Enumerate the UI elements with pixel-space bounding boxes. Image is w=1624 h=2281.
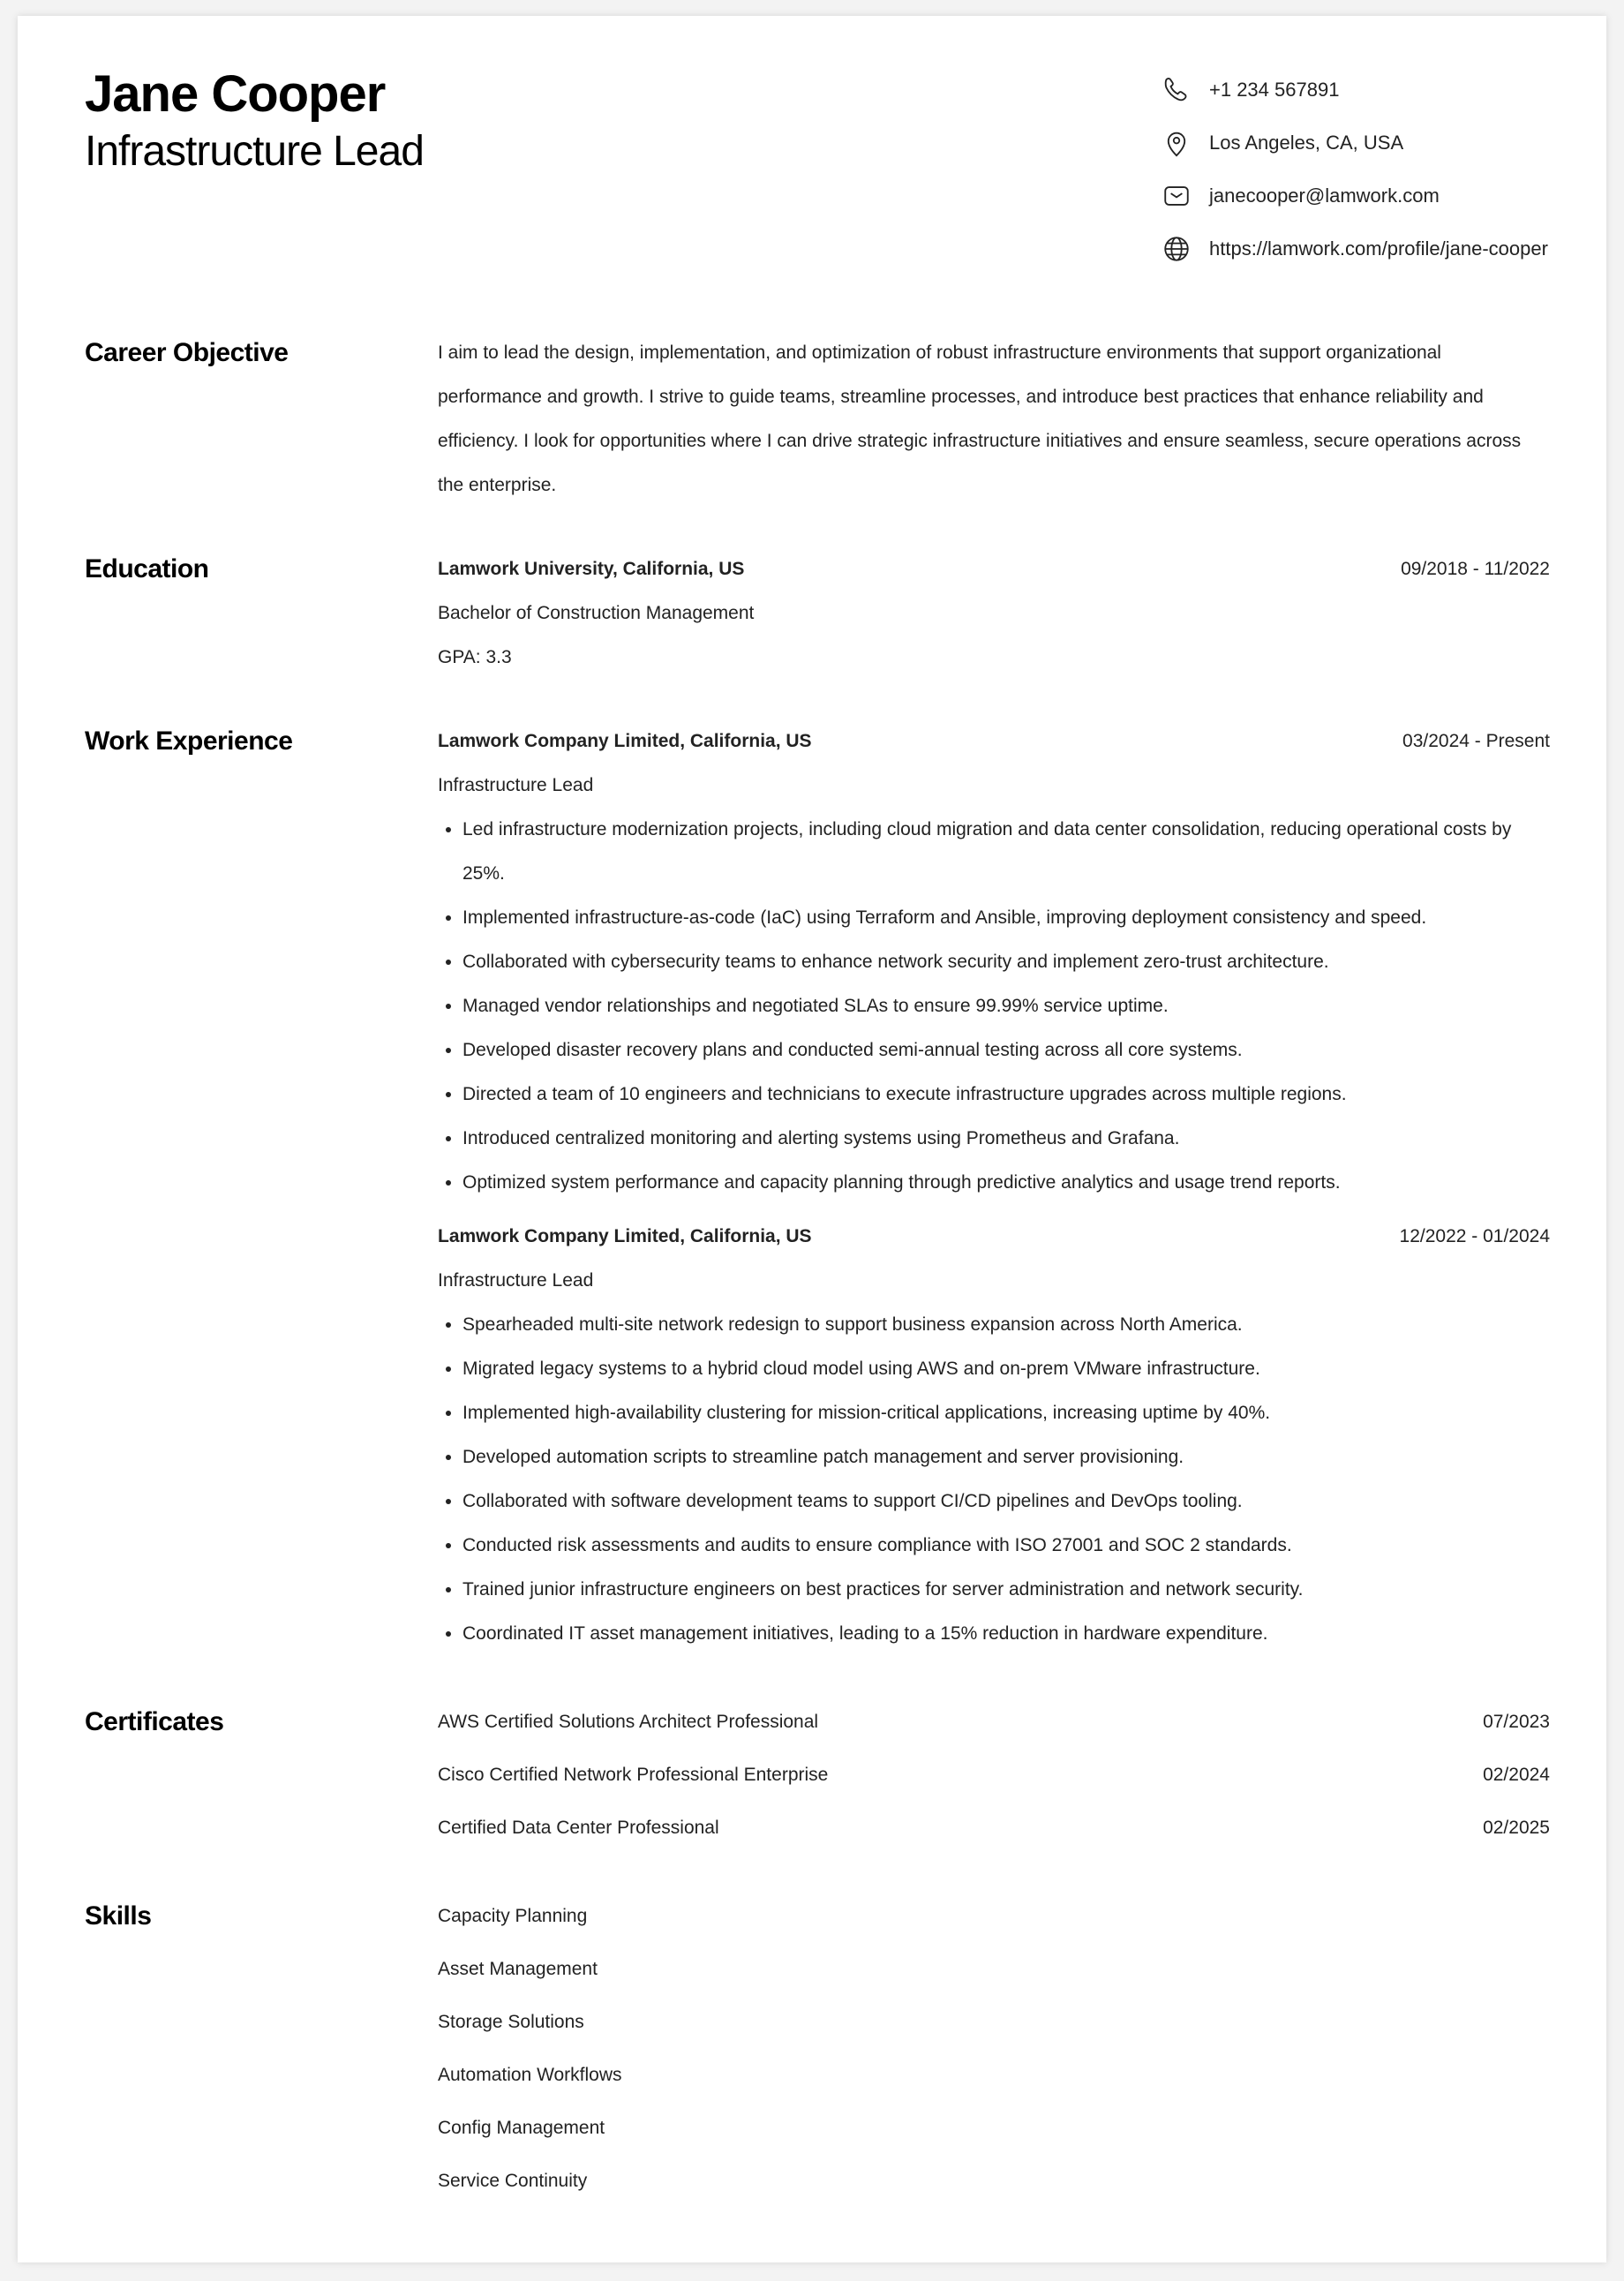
job-bullet: • Introduced centralized monitoring and alerting systems using Prometheus and Grafana. <box>462 1117 1550 1161</box>
certificate-item <box>438 1696 1550 1749</box>
company-name: Lamwork Company Limited, California, US <box>438 731 812 751</box>
job-bullets <box>438 1303 1550 1656</box>
job-bullet: • Migrated legacy systems to a hybrid cloud model using AWS and on-prem VMware infrastructure. <box>462 1347 1550 1391</box>
certificate-date: 07/2023 <box>1483 1712 1550 1732</box>
skill-item: Asset Management <box>438 1959 598 1979</box>
school-name: Lamwork University, California, US <box>438 559 745 579</box>
education-dates: 09/2018 - 11/2022 <box>1401 559 1550 579</box>
skills-section <box>85 1890 1550 2208</box>
job-bullet: • Managed vendor relationships and negotiated SLAs to ensure 99.99% service uptime. <box>462 984 1550 1028</box>
skill-item: Storage Solutions <box>438 2012 584 2032</box>
contact-website-link[interactable]: https://lamwork.com/profile/jane-cooper <box>1209 237 1548 260</box>
work-experience-section <box>85 719 1550 1656</box>
job-bullet: • Directed a team of 10 engineers and technicians to execute infrastructure upgrades across multiple regions. <box>462 1073 1550 1117</box>
section-heading: Skills <box>85 1901 152 1931</box>
gpa: GPA: 3.3 <box>438 647 512 667</box>
company-name: Lamwork Company Limited, California, US <box>438 1226 812 1246</box>
degree: Bachelor of Construction Management <box>438 603 755 623</box>
skill-item: Capacity Planning <box>438 1906 588 1926</box>
contact-phone <box>1162 64 1548 117</box>
job-bullet: • Implemented infrastructure-as-code (IaC) using Terraform and Ansible, improving deployment consistency and speed. <box>462 896 1550 940</box>
job-bullet: • Optimized system performance and capacity planning through predictive analytics and usage trend reports. <box>462 1161 1550 1205</box>
certificate-date: 02/2025 <box>1483 1818 1550 1838</box>
job-entry <box>438 719 1550 1205</box>
contact-list <box>1162 64 1548 275</box>
certificate-date: 02/2024 <box>1483 1765 1550 1785</box>
certificate-name: Certified Data Center Professional <box>438 1818 719 1838</box>
certificate-item <box>438 1749 1550 1802</box>
contact-email[interactable] <box>1162 169 1548 222</box>
job-bullet: • Developed automation scripts to streamline patch management and server provisioning. <box>462 1435 1550 1479</box>
job-bullet: • Collaborated with cybersecurity teams to enhance network security and implement zero-trust architecture. <box>462 940 1550 984</box>
education-section <box>85 547 1550 680</box>
section-heading: Work Experience <box>85 726 293 756</box>
job-bullet: • Spearheaded multi-site network redesign to support business expansion across North America. <box>462 1303 1550 1347</box>
section-heading: Certificates <box>85 1707 224 1736</box>
job-dates: 12/2022 - 01/2024 <box>1399 1226 1550 1246</box>
job-role: Infrastructure Lead <box>438 775 594 795</box>
job-bullet: • Trained junior infrastructure engineers on best practices for server administration and network security. <box>462 1568 1550 1612</box>
candidate-title: Infrastructure Lead <box>85 128 424 175</box>
skill-item: Config Management <box>438 2118 605 2138</box>
certificates-section <box>85 1696 1550 1855</box>
job-bullets <box>438 808 1550 1205</box>
job-bullet: • Implemented high-availability clustering for mission-critical applications, increasing uptime by 40%. <box>462 1391 1550 1435</box>
globe-icon <box>1162 234 1192 264</box>
job-bullet: • Conducted risk assessments and audits to ensure compliance with ISO 27001 and SOC 2 standards. <box>462 1524 1550 1568</box>
mail-icon <box>1162 181 1192 211</box>
contact-phone-text: +1 234 567891 <box>1209 79 1340 101</box>
job-bullet: • Collaborated with software development teams to support CI/CD pipelines and DevOps tooling. <box>462 1479 1550 1524</box>
phone-icon <box>1162 75 1192 105</box>
location-pin-icon <box>1162 128 1192 158</box>
resume-header <box>85 64 1550 291</box>
career-objective-text: I aim to lead the design, implementation, and optimization of robust infrastructure environments that support organizational performance and growth. I strive to guide teams, streamline processes, and introduce best practices that enhance reliability and efficiency. I look for opportunities where I can drive strategic infrastructure initiatives and ensure seamless, secure operations across the enterprise. <box>438 343 1522 495</box>
job-dates: 03/2024 - Present <box>1402 731 1550 751</box>
certificate-name: AWS Certified Solutions Architect Professional <box>438 1712 819 1732</box>
contact-email-text[interactable]: janecooper@lamwork.com <box>1209 184 1440 207</box>
job-bullet: • Led infrastructure modernization projects, including cloud migration and data center consolidation, reducing operational costs by 25%. <box>462 808 1550 896</box>
job-bullet: • Developed disaster recovery plans and conducted semi-annual testing across all core systems. <box>462 1028 1550 1073</box>
contact-location-text: Los Angeles, CA, USA <box>1209 132 1404 154</box>
skill-item: Automation Workflows <box>438 2065 622 2085</box>
candidate-name: Jane Cooper <box>85 65 386 123</box>
job-bullet: • Coordinated IT asset management initiatives, leading to a 15% reduction in hardware expenditure. <box>462 1612 1550 1656</box>
section-heading: Education <box>85 554 209 583</box>
section-heading: Career Objective <box>85 338 289 367</box>
certificate-name: Cisco Certified Network Professional Enterprise <box>438 1765 829 1785</box>
career-objective-section <box>85 331 1550 508</box>
contact-location <box>1162 117 1548 169</box>
resume-page <box>18 16 1606 2262</box>
skill-item: Service Continuity <box>438 2171 588 2191</box>
contact-website[interactable] <box>1162 222 1548 275</box>
job-entry <box>438 1215 1550 1656</box>
certificate-item <box>438 1802 1550 1855</box>
job-role: Infrastructure Lead <box>438 1270 594 1291</box>
